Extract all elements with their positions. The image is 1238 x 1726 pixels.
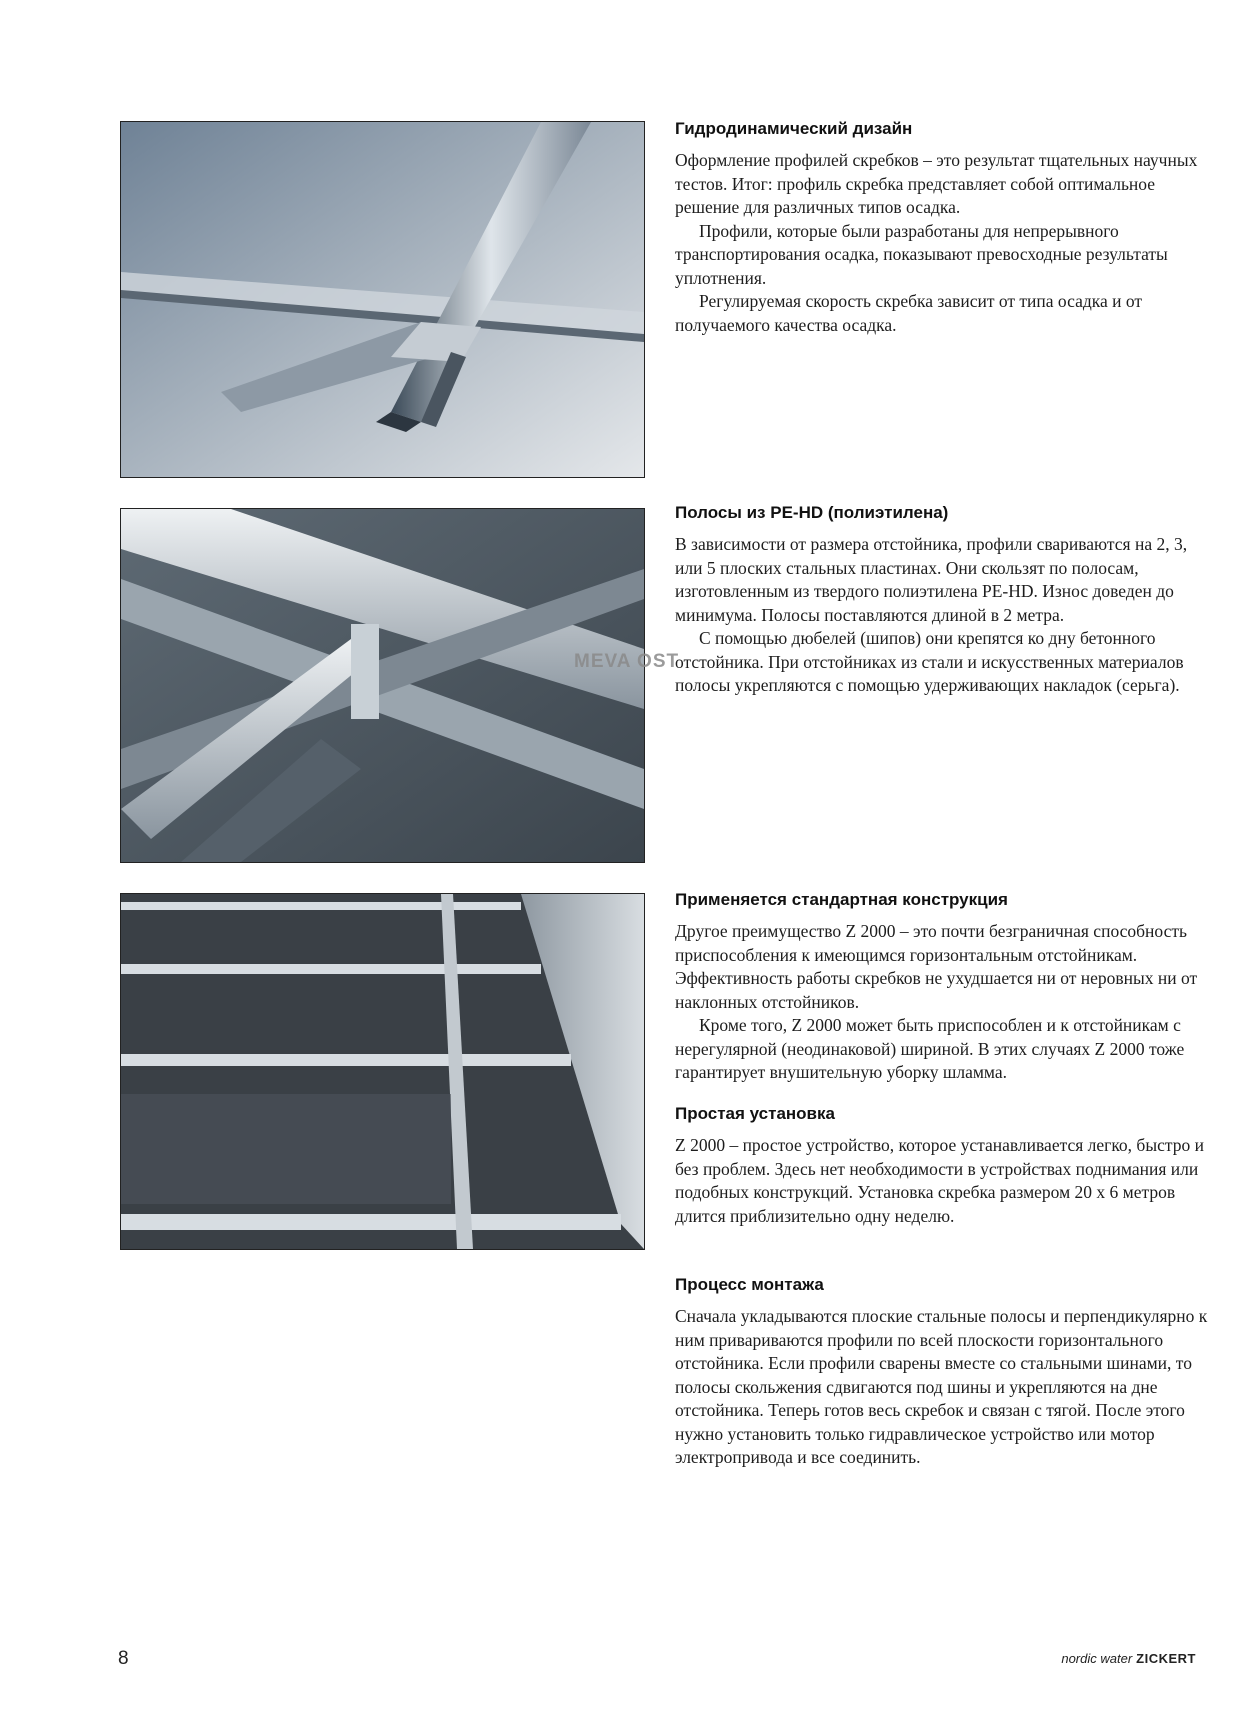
section-standard-construction xyxy=(675,890,1210,1085)
section-pe-hd-strips xyxy=(675,503,1210,698)
paragraph: Другое преимущество Z 2000 – это почти безграничная способность приспособления к имеющимся горизонтальным отстойникам. Эффективность работы скребков не ухудшается ни от неровных ни от наклонных отстойников. xyxy=(675,921,1198,1012)
paragraph: С помощью дюбелей (шипов) они крепятся ко дну бетонного отстойника. При отстойниках из стали и искусственных материалов полосы укрепляются с помощью удерживающих накладок (серьга). xyxy=(675,628,1184,695)
paragraph: Кроме того, Z 2000 может быть приспособлен и к отстойникам с нерегулярной (неодинаковой) шириной. В этих случаях Z 2000 тоже гарантирует внушительную уборку шламма. xyxy=(675,1015,1185,1082)
section-title: Гидродинамический дизайн xyxy=(675,119,913,138)
paragraph: Профили, которые были разработаны для непрерывного транспортирования осадка, показывают превосходные результаты уплотнения. xyxy=(675,220,1168,288)
page-number: 8 xyxy=(118,1648,129,1669)
brand-name: nordic water xyxy=(1061,1651,1133,1666)
watermark: MEVA OST xyxy=(574,651,680,672)
brand-logo xyxy=(1061,1651,1196,1666)
section-simple-installation xyxy=(675,1104,1210,1228)
section-assembly-process xyxy=(675,1275,1210,1470)
section-title: Применяется стандартная конструкция xyxy=(675,890,1008,909)
photo-pe-hd-strips xyxy=(120,508,645,863)
brand-mark: ZICKERT xyxy=(1136,1651,1196,1666)
paragraph: Z 2000 – простое устройство, которое устанавливается легко, быстро и без проблем. Здесь нет необходимости в устройствах поднимания или подобных конструкций. Установка скребка размером 20 х 6 метров длится приблизительно одну неделю. xyxy=(675,1135,1204,1226)
paragraph: Оформление профилей скребков – это результат тщательных научных тестов. Итог: профиль скребка представляет собой оптимальное решение для различных типов осадка. xyxy=(675,150,1198,217)
paragraph: Регулируемая скорость скребка зависит от типа осадка и от получаемого качества осадка. xyxy=(675,291,1143,335)
section-title: Процесс монтажа xyxy=(675,1275,824,1294)
paragraph: Сначала укладываются плоские стальные полосы и перпендикулярно к ним привариваются профили по всей плоскости горизонтального отстойника. Если профили сварены вместе со стальными шинами, то полосы скольжения сдвигаются под шины и укрепляются на дне отстойника. Теперь готов весь скребок и связан с тягой. После этого нужно установить только гидравлическое устройство или мотор электропривода и все соединить. xyxy=(675,1306,1208,1467)
photo-scraper-profile xyxy=(120,121,645,478)
section-hydrodynamic-design xyxy=(675,119,1210,337)
paragraph: В зависимости от размера отстойника, профили свариваются на 2, 3, или 5 плоских стальных пластинах. Они скользят по полосам, изготовленным из твердого полиэтилена PE-HD. Износ доведен до минимума. Полосы поставляются длиной в 2 метра. xyxy=(675,534,1188,625)
section-title: Простая установка xyxy=(675,1104,835,1123)
section-title: Полосы из PE-HD (полиэтилена) xyxy=(675,503,949,522)
photo-standard-construction xyxy=(120,893,645,1250)
